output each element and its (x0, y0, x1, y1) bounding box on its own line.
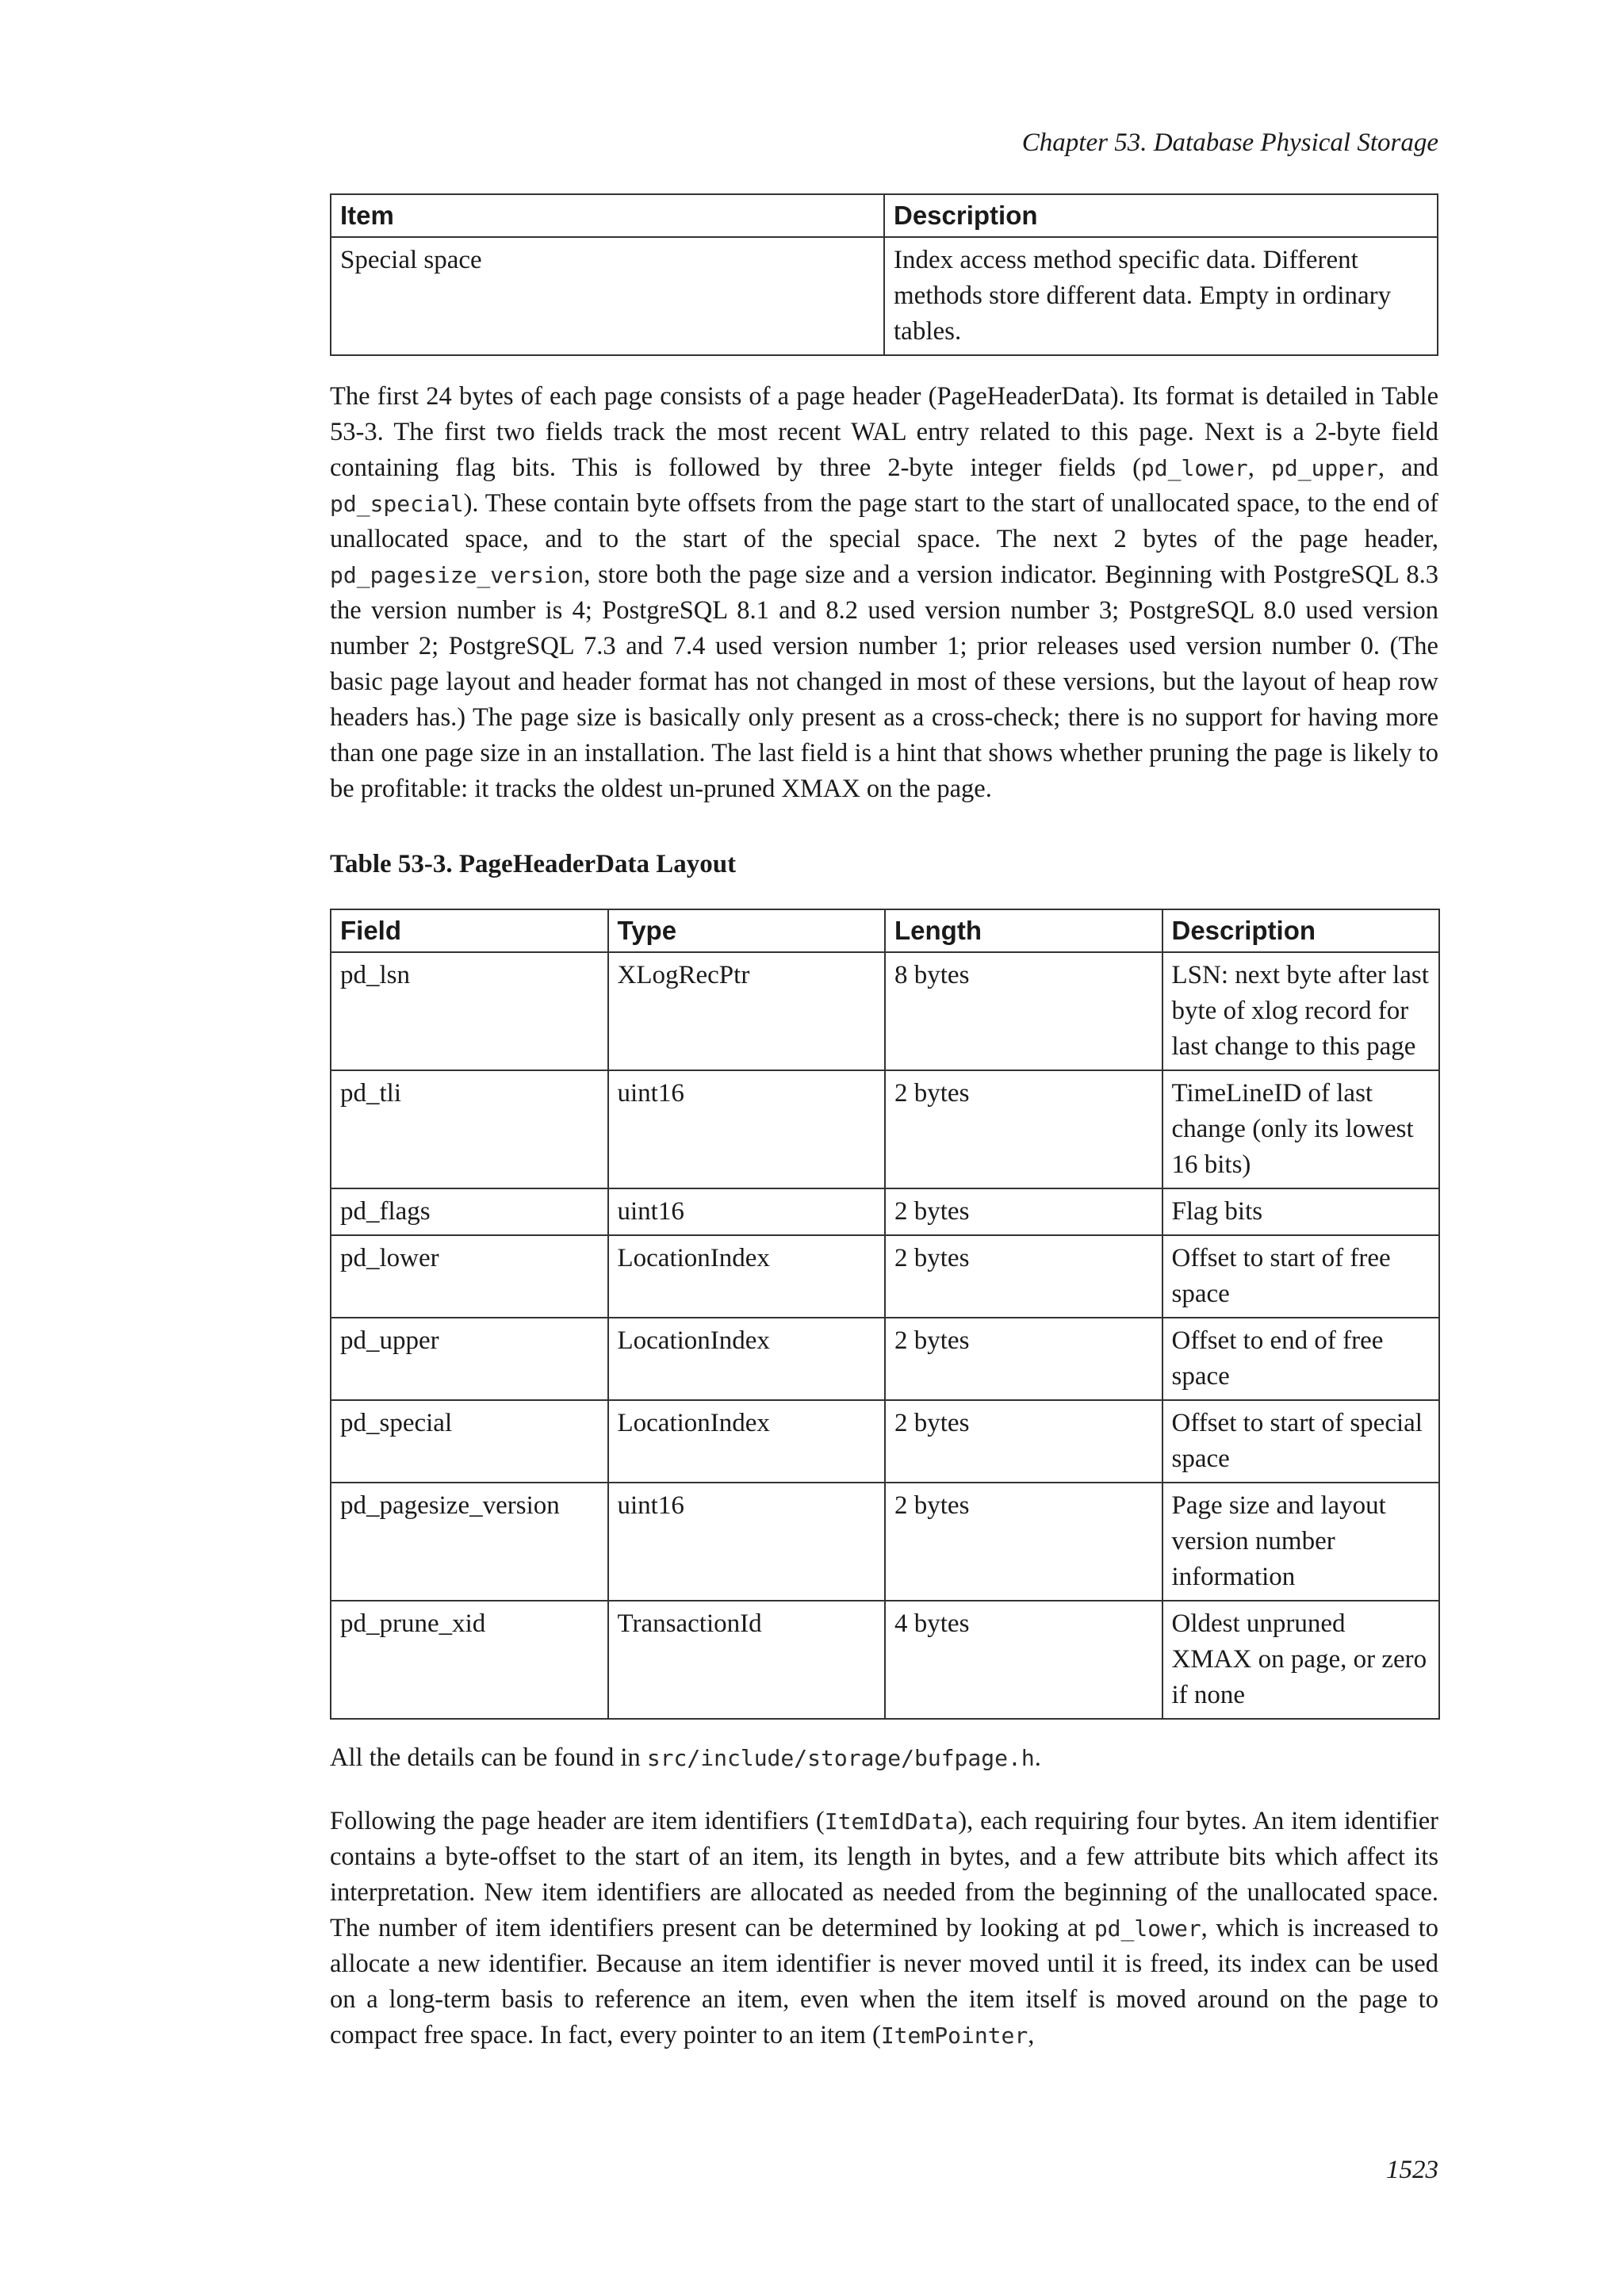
table-row (331, 237, 1438, 355)
table-cell: LocationIndex (608, 1400, 886, 1483)
table-cell: pd_upper (331, 1318, 608, 1400)
table-cell: Offset to start of special space (1162, 1400, 1440, 1483)
page-number: 1523 (1386, 2156, 1438, 2184)
paragraph-text: , (1028, 2021, 1035, 2049)
table-cell: pd_special (331, 1400, 608, 1483)
items-table-continued (330, 193, 1438, 356)
table-header-row (331, 194, 1438, 237)
inline-code: pd_lower (1140, 455, 1248, 481)
inline-code: pd_lower (1094, 1915, 1201, 1942)
table-cell: Special space (331, 237, 884, 355)
table-cell: LSN: next byte after last byte of xlog record for last change to this page (1162, 952, 1440, 1070)
table-cell: Offset to start of free space (1162, 1235, 1440, 1318)
table-cell: pd_prune_xid (331, 1601, 608, 1719)
table-row (331, 1400, 1439, 1483)
table-cell: 8 bytes (885, 952, 1162, 1070)
column-header-field: Field (331, 909, 608, 952)
table-cell: Flag bits (1162, 1188, 1440, 1235)
table-row (331, 952, 1439, 1070)
paragraph-text: Following the page header are item identifiers ( (330, 1807, 825, 1835)
table-row (331, 1483, 1439, 1601)
table-cell: uint16 (608, 1188, 886, 1235)
column-header-description: Description (884, 194, 1438, 237)
column-header-description: Description (1162, 909, 1440, 952)
column-header-length: Length (885, 909, 1162, 952)
paragraph-text: The first 24 bytes of each page consists of a page header (PageHeaderData). Its format is detailed in Table 53-3. The first two fields track the most recent WAL entry related to this page. Next is a 2-byte field containing flag bits. This is followed by three 2-byte integer fields ( (330, 382, 1438, 482)
table-cell: TimeLineID of last change (only its lowest 16 bits) (1162, 1070, 1440, 1188)
details-paragraph (330, 1740, 1438, 1776)
table-cell: Oldest unpruned XMAX on page, or zero if none (1162, 1601, 1440, 1719)
table-cell: pd_pagesize_version (331, 1483, 608, 1601)
table-cell: Page size and layout version number information (1162, 1483, 1440, 1601)
pageheaderdata-layout-table (330, 909, 1440, 1720)
table-cell: Index access method specific data. Different methods store different data. Empty in ordinary tables. (884, 237, 1438, 355)
inline-code: pd_pagesize_version (330, 562, 584, 588)
table-cell: 2 bytes (885, 1188, 1162, 1235)
table-cell: 2 bytes (885, 1235, 1162, 1318)
table-cell: uint16 (608, 1070, 886, 1188)
paragraph-text: , which is increased to allocate a new identifier. Because an item identifier is never moved until it is freed, its index can be used on a long-term basis to reference an item, even when the item itself is moved around on the page to compact free space. In fact, every pointer to an item ( (330, 1914, 1438, 2049)
table-header-row (331, 909, 1439, 952)
table-row (331, 1318, 1439, 1400)
table-cell: Offset to end of free space (1162, 1318, 1440, 1400)
paragraph-text: , (1247, 453, 1271, 482)
paragraph-text: ), each requiring four bytes. An item identifier contains a byte-offset to the start of an item, its length in bytes, and a few attribute bits which affect its interpretation. New item identifiers are allocated as needed from the beginning of the unallocated space. The number of item identifiers present can be determined by looking at (330, 1807, 1439, 1942)
page-header-paragraph (330, 379, 1438, 807)
column-header-type: Type (608, 909, 886, 952)
table-cell: LocationIndex (608, 1235, 886, 1318)
table-cell: 2 bytes (885, 1318, 1162, 1400)
table-cell: pd_flags (331, 1188, 608, 1235)
inline-code: ItemPointer (880, 2022, 1028, 2049)
inline-code: pd_upper (1271, 455, 1378, 481)
table-cell: 4 bytes (885, 1601, 1162, 1719)
table-row (331, 1601, 1439, 1719)
table-cell: 2 bytes (885, 1483, 1162, 1601)
table-cell: 2 bytes (885, 1400, 1162, 1483)
paragraph-text: , store both the page size and a version indicator. Beginning with PostgreSQL 8.3 the version number is 4; PostgreSQL 8.1 and 8.2 used version number 3; PostgreSQL 8.0 used version number 2; PostgreSQL 7.3 and 7.4 used version number 1; prior releases used version number 0. (The basic page layout and header format has not changed in most of these versions, but the layout of heap row headers has.) The page size is basically only present as a cross-check; there is no support for having more than one page size in an installation. The last field is a hint that shows whether pruning the page is likely to be profitable: it tracks the oldest un-pruned XMAX on the page. (330, 561, 1438, 803)
inline-code: pd_special (330, 491, 464, 517)
table-cell: pd_lsn (331, 952, 608, 1070)
table-cell: pd_tli (331, 1070, 608, 1188)
inline-code: ItemIdData (824, 1808, 959, 1835)
table-cell: 2 bytes (885, 1070, 1162, 1188)
item-identifiers-paragraph (330, 1804, 1438, 2053)
running-header: Chapter 53. Database Physical Storage (1021, 128, 1438, 157)
table-row (331, 1188, 1439, 1235)
column-header-item: Item (331, 194, 884, 237)
table-caption: Table 53-3. PageHeaderData Layout (330, 850, 737, 878)
paragraph-text: All the details can be found in (330, 1743, 647, 1772)
table-row (331, 1235, 1439, 1318)
table-cell: TransactionId (608, 1601, 886, 1719)
table-row (331, 1070, 1439, 1188)
paragraph-text: ). These contain byte offsets from the page start to the start of unallocated space, to the end of unallocated space, and to the start of the special space. The next 2 bytes of the page header, (330, 489, 1438, 553)
table-cell: XLogRecPtr (608, 952, 886, 1070)
paragraph-text: , and (1377, 453, 1438, 482)
paragraph-text: . (1034, 1743, 1041, 1772)
inline-code: src/include/storage/bufpage.h (646, 1745, 1035, 1771)
table-cell: uint16 (608, 1483, 886, 1601)
table-cell: LocationIndex (608, 1318, 886, 1400)
table-cell: pd_lower (331, 1235, 608, 1318)
